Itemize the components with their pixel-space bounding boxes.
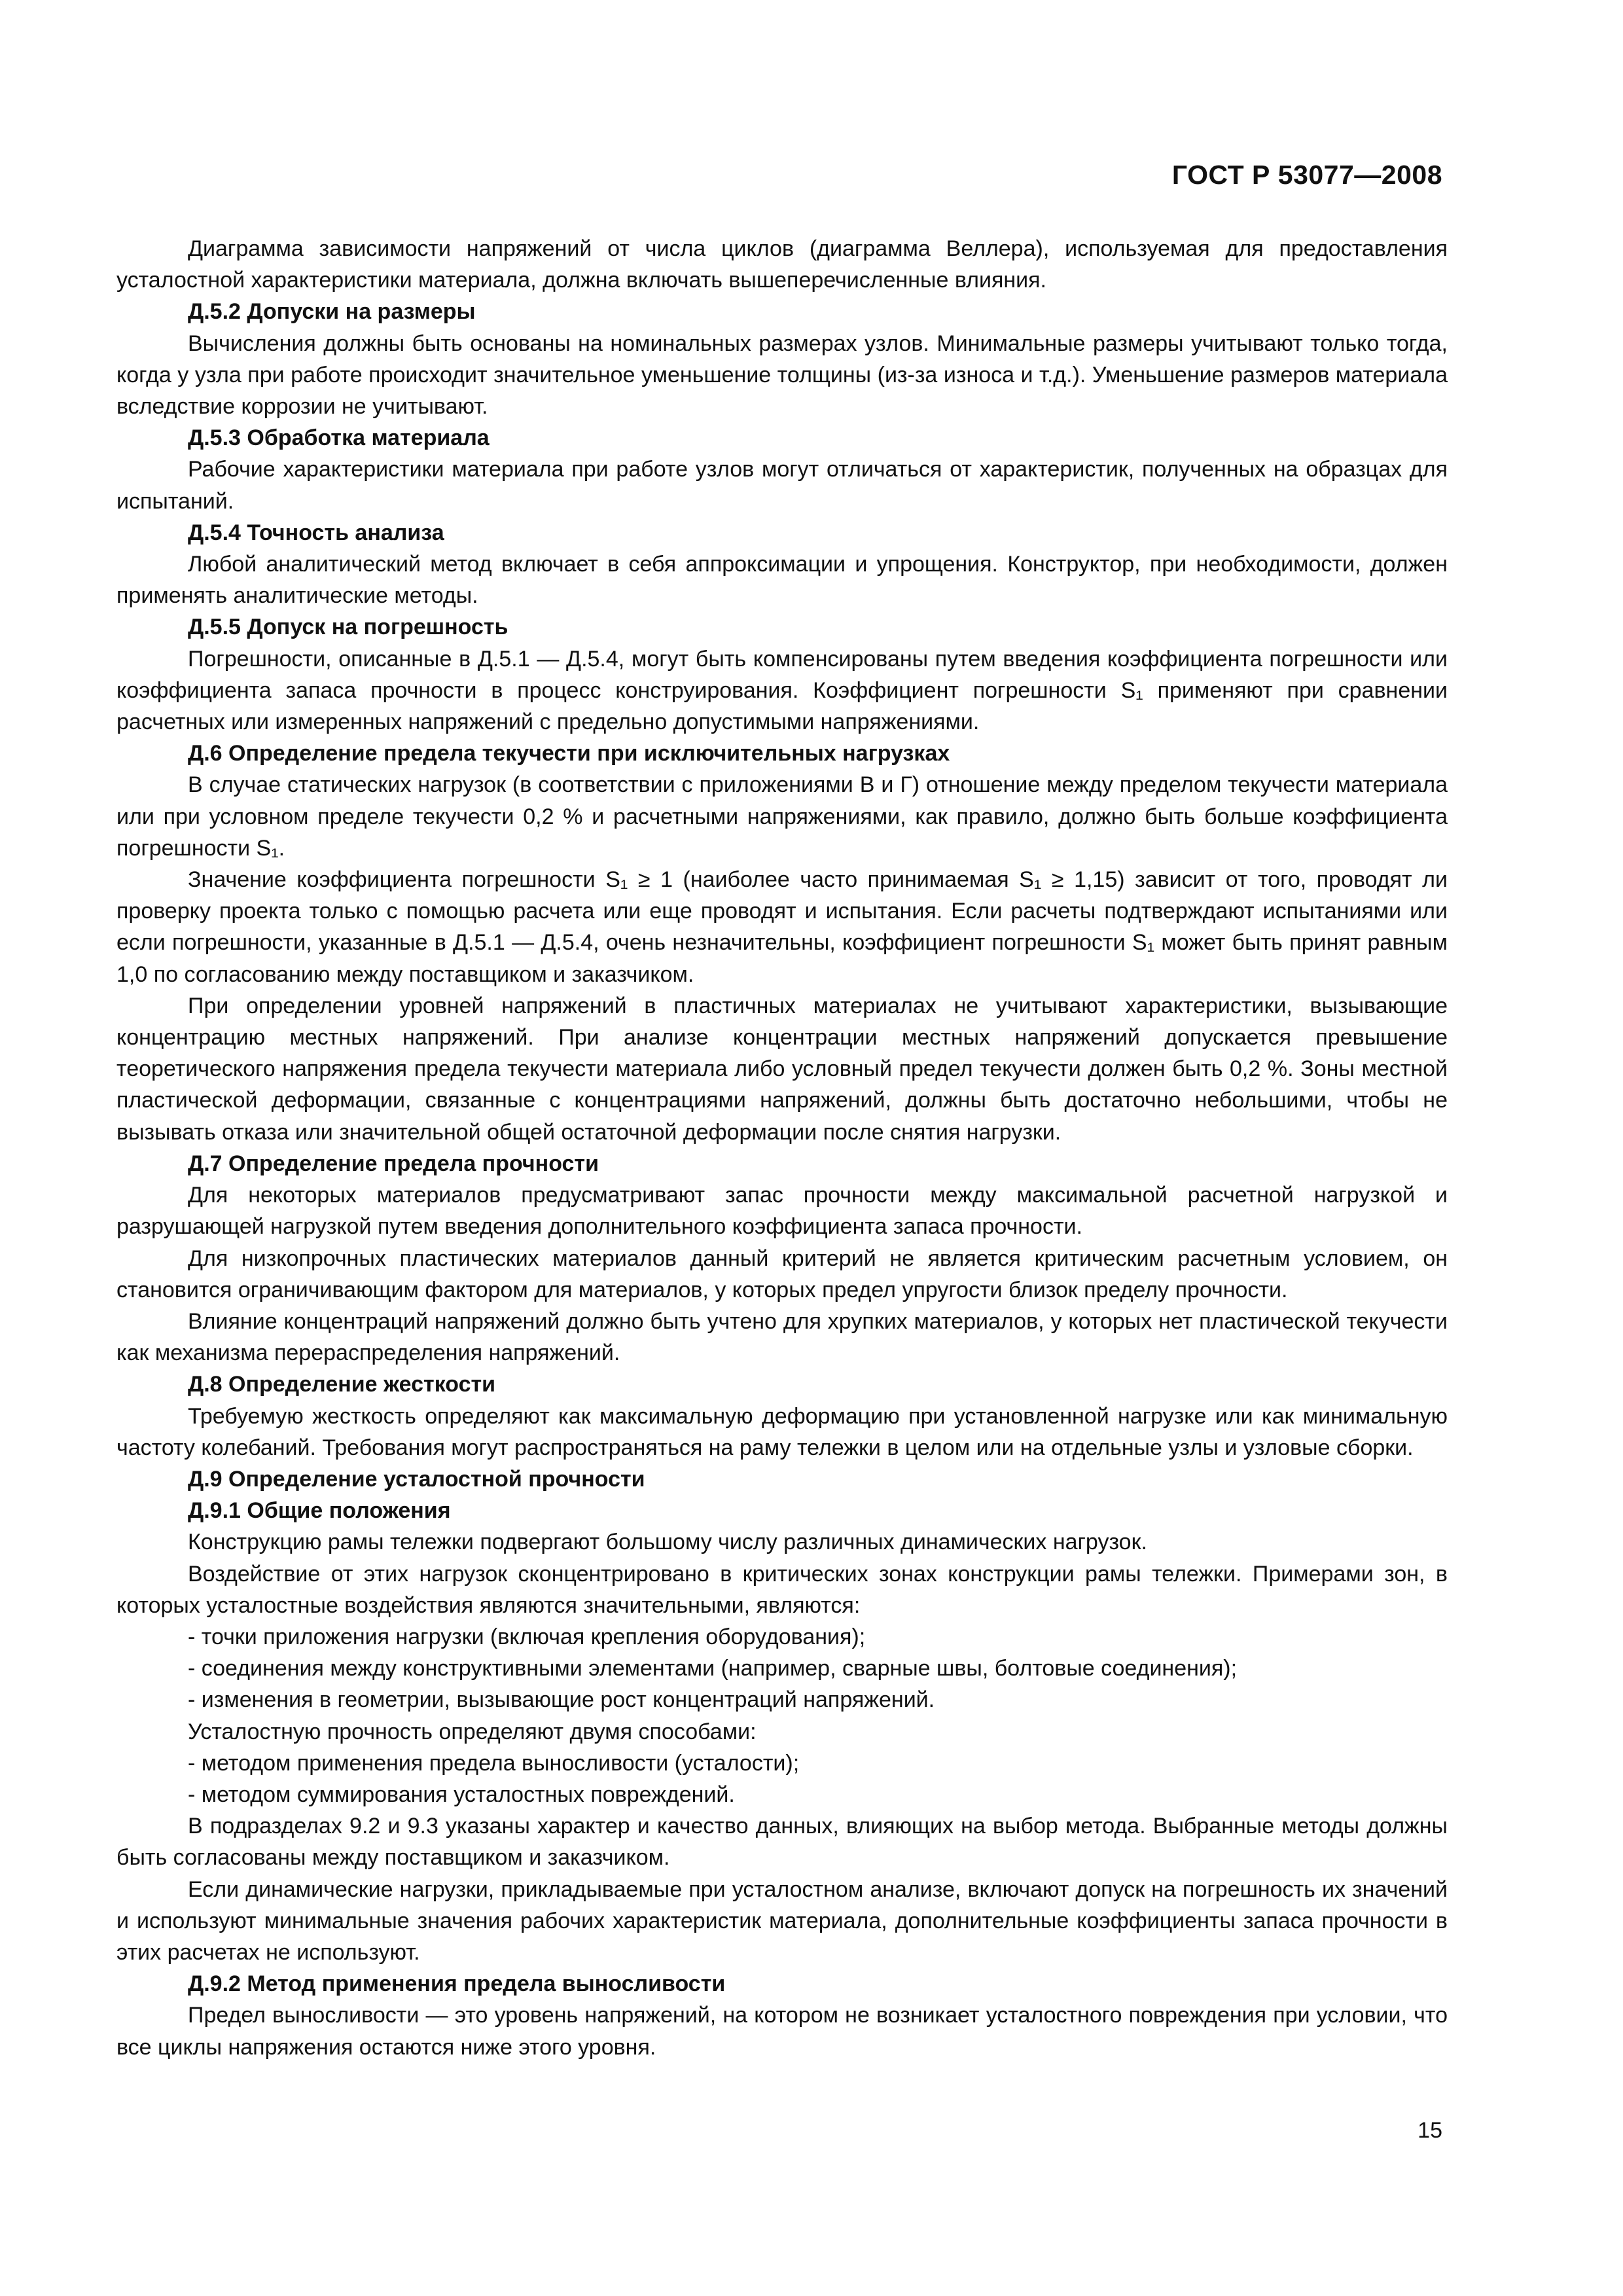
paragraph: Воздействие от этих нагрузок сконцентрировано в критических зонах конструкции рамы тележки. Примерами зон, в которых усталостные воздействия являются значительными, являются: — [116, 1561, 1448, 1618]
paragraph: Усталостную прочность определяют двумя способами: — [188, 1719, 757, 1744]
section-heading: Д.5.5 Допуск на погрешность — [188, 615, 508, 640]
page-number: 15 — [1418, 2118, 1442, 2143]
paragraph: Диаграмма зависимости напряжений от числа циклов (диаграмма Веллера), используемая для предоставления усталостной характеристики материала, должна включать вышеперечисленные влияния. — [116, 236, 1448, 293]
section-heading: Д.9 Определение усталостной прочности — [188, 1466, 645, 1492]
section-heading: Д.9.1 Общие положения — [188, 1498, 451, 1524]
paragraph: Предел выносливости — это уровень напряжений, на котором не возникает усталостного повреждения при условии, что все циклы напряжения остаются ниже этого уровня. — [116, 2003, 1448, 2060]
paragraph: Конструкцию рамы тележки подвергают большому числу различных динамических нагрузок. — [188, 1530, 1147, 1555]
list-item: - изменения в геометрии, вызывающие рост концентраций напряжений. — [188, 1687, 935, 1713]
paragraph: Вычисления должны быть основаны на номинальных размерах узлов. Минимальные размеры учитывают только тогда, когда у узла при работе происходит значительное уменьшение толщины (из-за износа и т.д.). Уменьшение размеров материала вследствие коррозии не учитывают. — [116, 331, 1448, 420]
page-body — [116, 233, 1448, 2063]
list-item: - точки приложения нагрузки (включая крепления оборудования); — [188, 1624, 866, 1649]
paragraph: В случае статических нагрузок (в соответствии с приложениями В и Г) отношение между пределом текучести материала или при условном пределе текучести 0,2 % и расчетными напряжениями, как правило, должно быть больше коэффициента погрешности S₁. — [116, 772, 1448, 861]
list-item: - методом суммирования усталостных повреждений. — [188, 1782, 735, 1807]
paragraph: Требуемую жесткость определяют как максимальную деформацию при установленной нагрузке или как минимальную частоту колебаний. Требования могут распространяться на раму тележки в целом или на отдельные узлы и узловые сборки. — [116, 1403, 1448, 1460]
list-item: - методом применения предела выносливости (усталости); — [188, 1750, 800, 1776]
paragraph: Любой аналитический метод включает в себя аппроксимации и упрощения. Конструктор, при необходимости, должен применять аналитические методы. — [116, 552, 1448, 609]
paragraph: Влияние концентраций напряжений должно быть учтено для хрупких материалов, у которых нет пластической текучести как механизма перераспределения напряжений. — [116, 1308, 1448, 1366]
document-header: ГОСТ Р 53077—2008 — [1171, 160, 1442, 190]
section-heading: Д.6 Определение предела текучести при исключительных нагрузках — [188, 741, 950, 766]
paragraph: При определении уровней напряжений в пластичных материалах не учитывают характеристики, вызывающие концентрацию местных напряжений. При анализе концентрации местных напряжений допускается превышение теоретического напряжения предела текучести материала либо условный предел текучести должен быть 0,2 %. Зоны местной пластической деформации, связанные с концентрациями напряжений, должны быть достаточно небольшими, чтобы не вызывать отказа или значительной общей остаточной деформации после снятия нагрузки. — [116, 993, 1448, 1145]
paragraph: Погрешности, описанные в Д.5.1 — Д.5.4, могут быть компенсированы путем введения коэффициента погрешности или коэффициента запаса прочности в процесс конструирования. Коэффициент погрешности S₁ применяют при сравнении расчетных или измеренных напряжений с предельно допустимыми напряжениями. — [116, 646, 1448, 735]
section-heading: Д.5.2 Допуски на размеры — [188, 299, 476, 325]
paragraph: Для низкопрочных пластических материалов данный критерий не является критическим расчетным условием, он становится ограничивающим фактором для материалов, у которых предел упругости близок пределу прочности. — [116, 1246, 1448, 1302]
paragraph: В подразделах 9.2 и 9.3 указаны характер и качество данных, влияющих на выбор метода. Выбранные методы должны быть согласованы между поставщиком и заказчиком. — [116, 1814, 1448, 1871]
section-heading: Д.9.2 Метод применения предела выносливости — [188, 1971, 726, 1997]
paragraph: Для некоторых материалов предусматривают запас прочности между максимальной расчетной нагрузкой и разрушающей нагрузкой путем введения дополнительного коэффициента запаса прочности. — [116, 1183, 1448, 1240]
paragraph: Если динамические нагрузки, прикладываемые при усталостном анализе, включают допуск на погрешность их значений и используют минимальные значения рабочих характеристик материала, дополнительные коэффициенты запаса прочности в этих расчетах не используют. — [116, 1876, 1448, 1965]
section-heading: Д.7 Определение предела прочности — [188, 1151, 599, 1176]
section-heading: Д.5.3 Обработка материала — [188, 425, 490, 451]
list-item: - соединения между конструктивными элементами (например, сварные швы, болтовые соединения); — [188, 1656, 1238, 1681]
paragraph: Значение коэффициента погрешности S₁ ≥ 1 (наиболее часто принимаемая S₁ ≥ 1,15) зависит от того, проводят ли проверку проекта только с помощью расчета или еще проводят и испытания. Если расчеты подтверждают испытаниями или если погрешности, указанные в Д.5.1 — Д.5.4, очень незначительны, коэффициент погрешности S₁ может быть принят равным 1,0 по согласованию между поставщиком и заказчиком. — [116, 867, 1448, 987]
section-heading: Д.5.4 Точность анализа — [188, 520, 444, 545]
section-heading: Д.8 Определение жесткости — [188, 1372, 496, 1397]
paragraph: Рабочие характеристики материала при работе узлов могут отличаться от характеристик, полученных на образцах для испытаний. — [116, 457, 1448, 514]
